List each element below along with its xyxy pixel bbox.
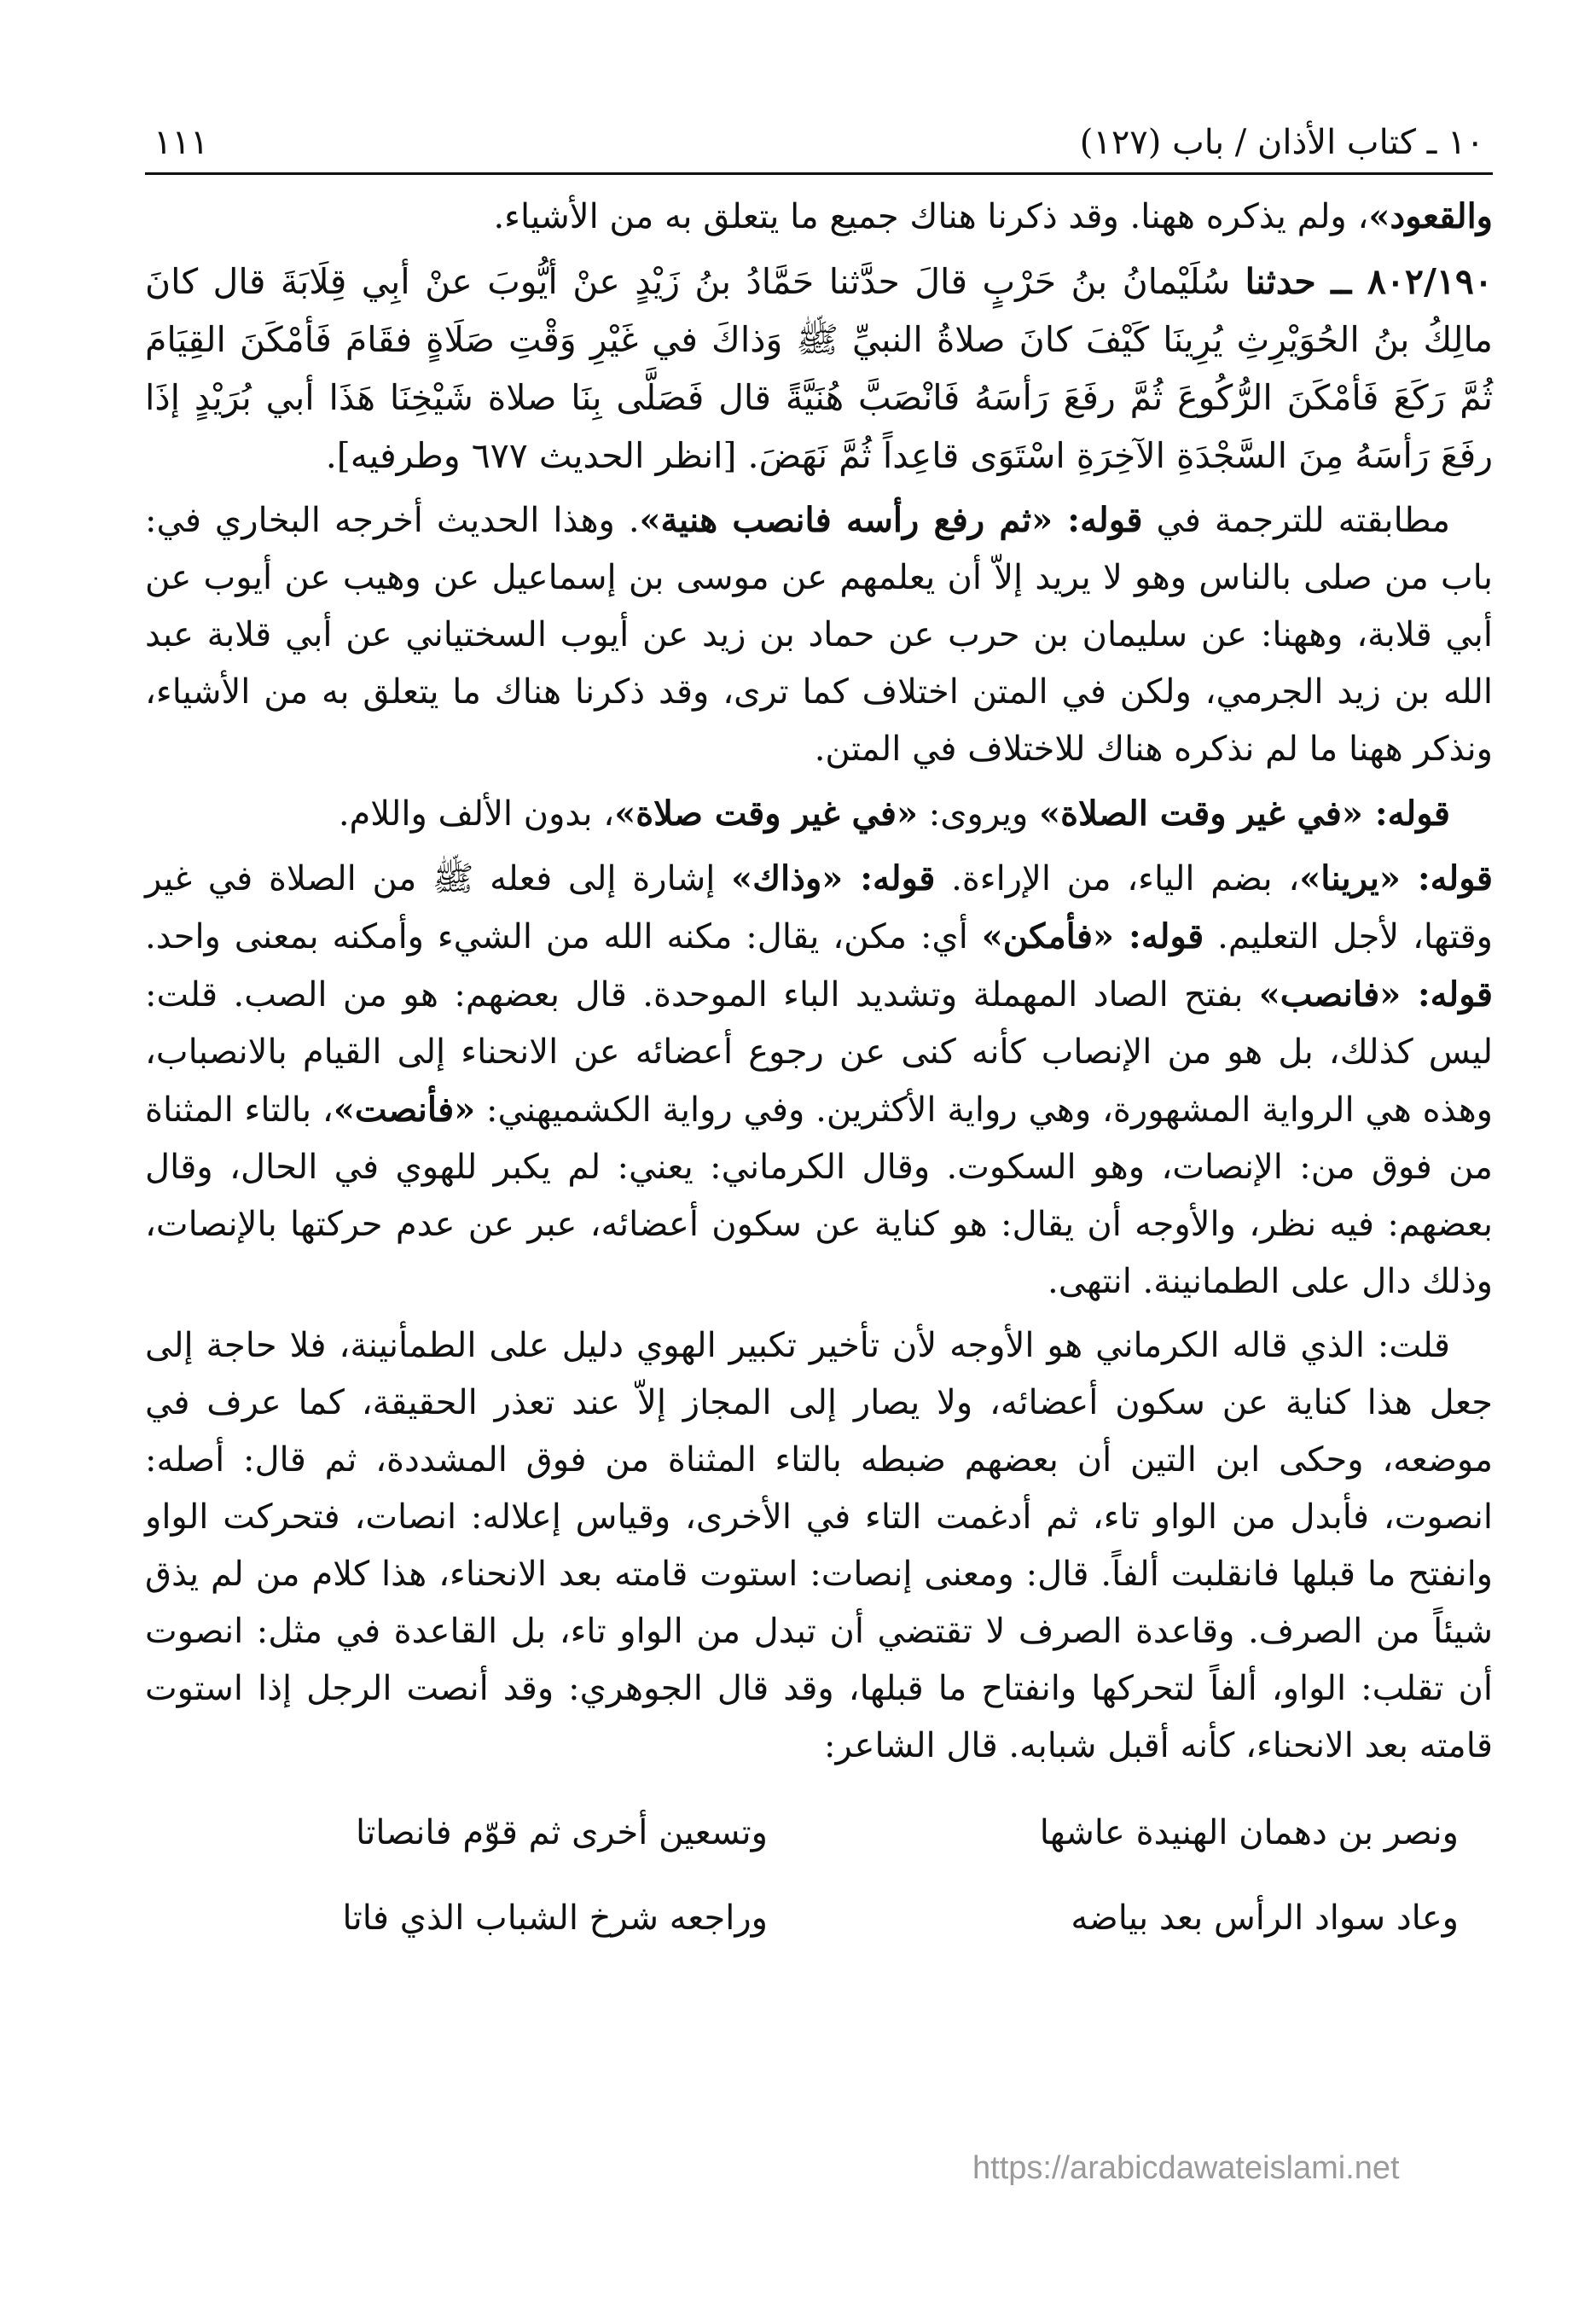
quoted-phrase: قوله: «وذاك» [731,858,936,898]
verse-line [145,1875,1493,1961]
paragraph-text: ، بدون الألف واللام. [338,794,615,834]
paragraph-text: إشارة إلى فعله ﷺ من الصلاة في غير وقتها، لأجل التعليم. [145,859,1493,956]
verse-line [145,1790,1493,1875]
paragraph-text: مطابقته للترجمة في [1156,501,1450,540]
hadith-body: سُلَيْمانُ بنُ حَرْبٍ قالَ حدَّثنا حَمَّادُ بنُ زَيْدٍ عنْ أيُّوبَ عنْ أبِي قِلَابَةَ قال كانَ مالِكُ بنُ الحُوَيْرِثِ يُرِينَا كَيْفَ كانَ صلاةُ النبيِّ ﷺ وَذاكَ في غَيْرِ وَقْتِ صَلَاةٍ فقَامَ فَأمْكَنَ القِيَامَ ثُمَّ رَكَعَ فَأمْكَنَ الرُّكُوعَ ثُمَّ رفَعَ رَأسَهُ فَانْصَبَّ هُنَيَّةً قال فَصَلَّى بِنَا صلاة شَيْخِنَا هَذَا أبي بُرَيْدٍ إذَا رفَعَ رَأسَهُ مِنَ السَّجْدَةِ الآخِرَةِ اسْتَوَى قاعِداً ثُمَّ نَهَضَ. [انظر الحديث ٦٧٧ وطرفيه]. [145,261,1493,476]
paragraph-text: أي: مكن، يقال: مكنه الله من الشيء وأمكنه بمعنى واحد. [145,917,982,956]
paragraph-text: ، بالتاء المثناة من فوق من: الإنصات، وهو السكوت. وقال الكرماني: يعني: لم يكبر للهوي في الحال، وقال بعضهم: فيه نظر، والأوجه أن يقال: هو كناية عن سكون أعضائه، عبر عن عدم حركتها بالإنصات، وذلك دال على الطمانينة. انتهى. [145,1090,1493,1301]
commentary-paragraph [145,1317,1493,1775]
page-header [145,94,1493,172]
paragraph-text: بفتح الصاد المهملة وتشديد الباء الموحدة. قال بعضهم: هو من الصب. قلت: ليس كذلك، بل هو من الإنصاب كأنه كنى عن رجوع أعضائه عن الانحناء إلى القيام بالانصباب، وهذه هي الرواية المشهورة، وهي رواية الأكثرين. وفي رواية الكشميهني: [145,975,1493,1130]
paragraph-text: ، ولم يذكره ههنا. وقد ذكرنا هناك جميع ما يتعلق به من الأشياء. [493,197,1369,236]
poetry-block [145,1790,1493,1961]
page-number: ١١١ [154,123,209,162]
verse-second-half: وتسعين أخرى ثم قوّم فانصاتا [356,1813,768,1852]
hadith-text [145,253,1493,485]
verse-first-half: ونصر بن دهمان الهنيدة عاشها [1039,1813,1459,1852]
paragraph-text: قلت: الذي قاله الكرماني هو الأوجه لأن تأخير تكبير الهوي دليل على الطمأنينة، فلا حاجة إلى جعل هذا كناية عن سكون أعضائه، ولا يصار إلى المجاز إلاّ عند تعذر الحقيقة، كما عرف في موضعه، وحكى ابن التين أن بعضهم ضبطه بالتاء المثناة من فوق المشددة، ثم قال: أصله: انصوت، فأبدل من الواو تاء، ثم أدغمت التاء في الأخرى، وقياس إعلاله: انصات، فتحركت الواو وانفتح ما قبلها فانقلبت ألفاً. قال: ومعنى إنصات: استوت قامته بعد الانحناء، هذا كلام من لم يذق شيئاً من الصرف. وقاعدة الصرف لا تقتضي أن تبدل من الواو تاء، بل القاعدة في مثل: انصوت أن تقلب: الواو، ألفاً لتحركها وانفتاح ما قبلها، وقد قال الجوهري: وقد أنصت الرجل إذا استوت قامته بعد الانحناء، كأنه أقبل شبابه. قال الشاعر: [145,1326,1493,1765]
running-title: ١٠ ـ كتاب الأذان / باب (١٢٧) [1079,123,1484,162]
commentary-paragraph [145,491,1493,778]
paragraph-text: . وهذا الحديث أخرجه البخاري في: باب من صلى بالناس وهو لا يريد إلاّ أن يعلمهم عن موسى بن إسماعيل عن وهيب عن أيوب عن أبي قلابة، وههنا: عن سليمان بن حرب عن حماد بن زيد عن أيوب السختياني عن أبي قلابة عبد الله بن زيد الجرمي، ولكن في المتن اختلاف كما ترى، وقد ذكرنا هناك ما يتعلق به من الأشياء، ونذكر ههنا ما لم نذكره هناك للاختلاف في المتن. [145,501,1493,769]
commentary-paragraph [145,850,1493,1311]
verse-first-half: وعاد سواد الرأس بعد بياضه [1071,1898,1459,1938]
watermark-url: https://arabicdawateislami.net [972,2150,1400,2186]
quoted-phrase: قوله: «فانصب» [1258,974,1493,1015]
quoted-phrase: قوله: «فأمكن» [981,916,1204,956]
quoted-phrase: قوله: «في غير وقت الصلاة» [1039,794,1450,834]
commentary-paragraph [145,785,1493,843]
hadith-lead: حدثنا [1245,261,1316,302]
paragraph-text: ويروى: [918,794,1040,834]
header-rule [145,172,1493,175]
quoted-phrase: قوله: «يرينا» [1299,858,1493,898]
paragraph-continuation [145,188,1493,246]
quoted-phrase: «في غير وقت صلاة» [614,794,918,834]
paragraph-text: ، بضم الياء، من الإراءة. [935,859,1300,898]
verse-second-half: وراجعه شرخ الشباب الذي فاتا [342,1898,768,1938]
hadith-number: ٨٠٢/١٩٠ ــ [1331,261,1493,302]
book-page [145,94,1493,2278]
bold-term: والقعود» [1368,196,1493,236]
quoted-phrase: «فأنصت» [333,1090,476,1130]
page-body [145,188,1493,1961]
quoted-phrase: قوله: «ثم رفع رأسه فانصب هنية» [639,500,1143,540]
